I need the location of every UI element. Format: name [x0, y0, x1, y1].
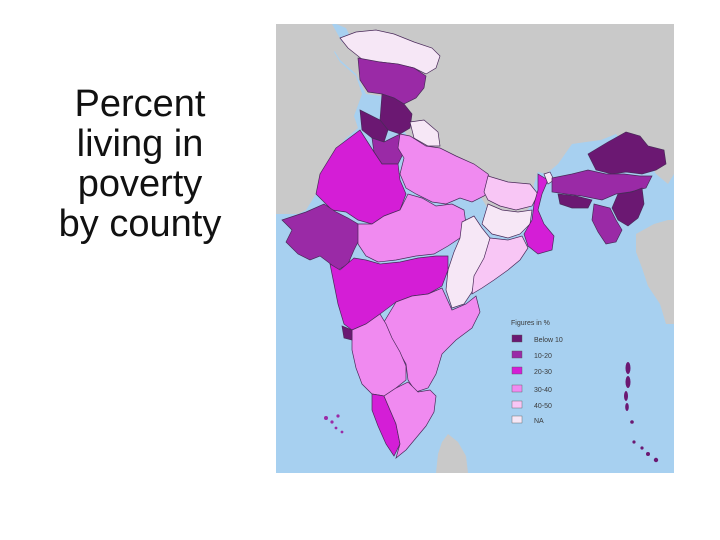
legend-label-below-10: Below 10 [534, 337, 563, 344]
title-line-3: poverty [77, 163, 203, 205]
legend-swatch-10-20 [512, 351, 522, 358]
legend-label-30-40: 30-40 [534, 387, 552, 394]
legend-label-10-20: 10-20 [534, 353, 552, 360]
legend-swatch-below-10 [512, 335, 522, 342]
legend-label-na: NA [534, 418, 544, 425]
title-line-4: by county [58, 203, 222, 245]
title-line-2: living in [76, 123, 204, 165]
legend-label-20-30: 20-30 [534, 369, 552, 376]
slide-title [40, 84, 240, 244]
legend-title: Figures in % [511, 320, 550, 327]
india-poverty-map [276, 24, 674, 473]
legend-swatch-40-50 [512, 401, 522, 408]
legend-swatch-20-30 [512, 367, 522, 374]
title-line-1: Percent [74, 83, 206, 125]
legend-label-40-50: 40-50 [534, 403, 552, 410]
legend-swatch-na [512, 416, 522, 423]
map-svg [276, 24, 674, 473]
legend-swatch-30-40 [512, 385, 522, 392]
